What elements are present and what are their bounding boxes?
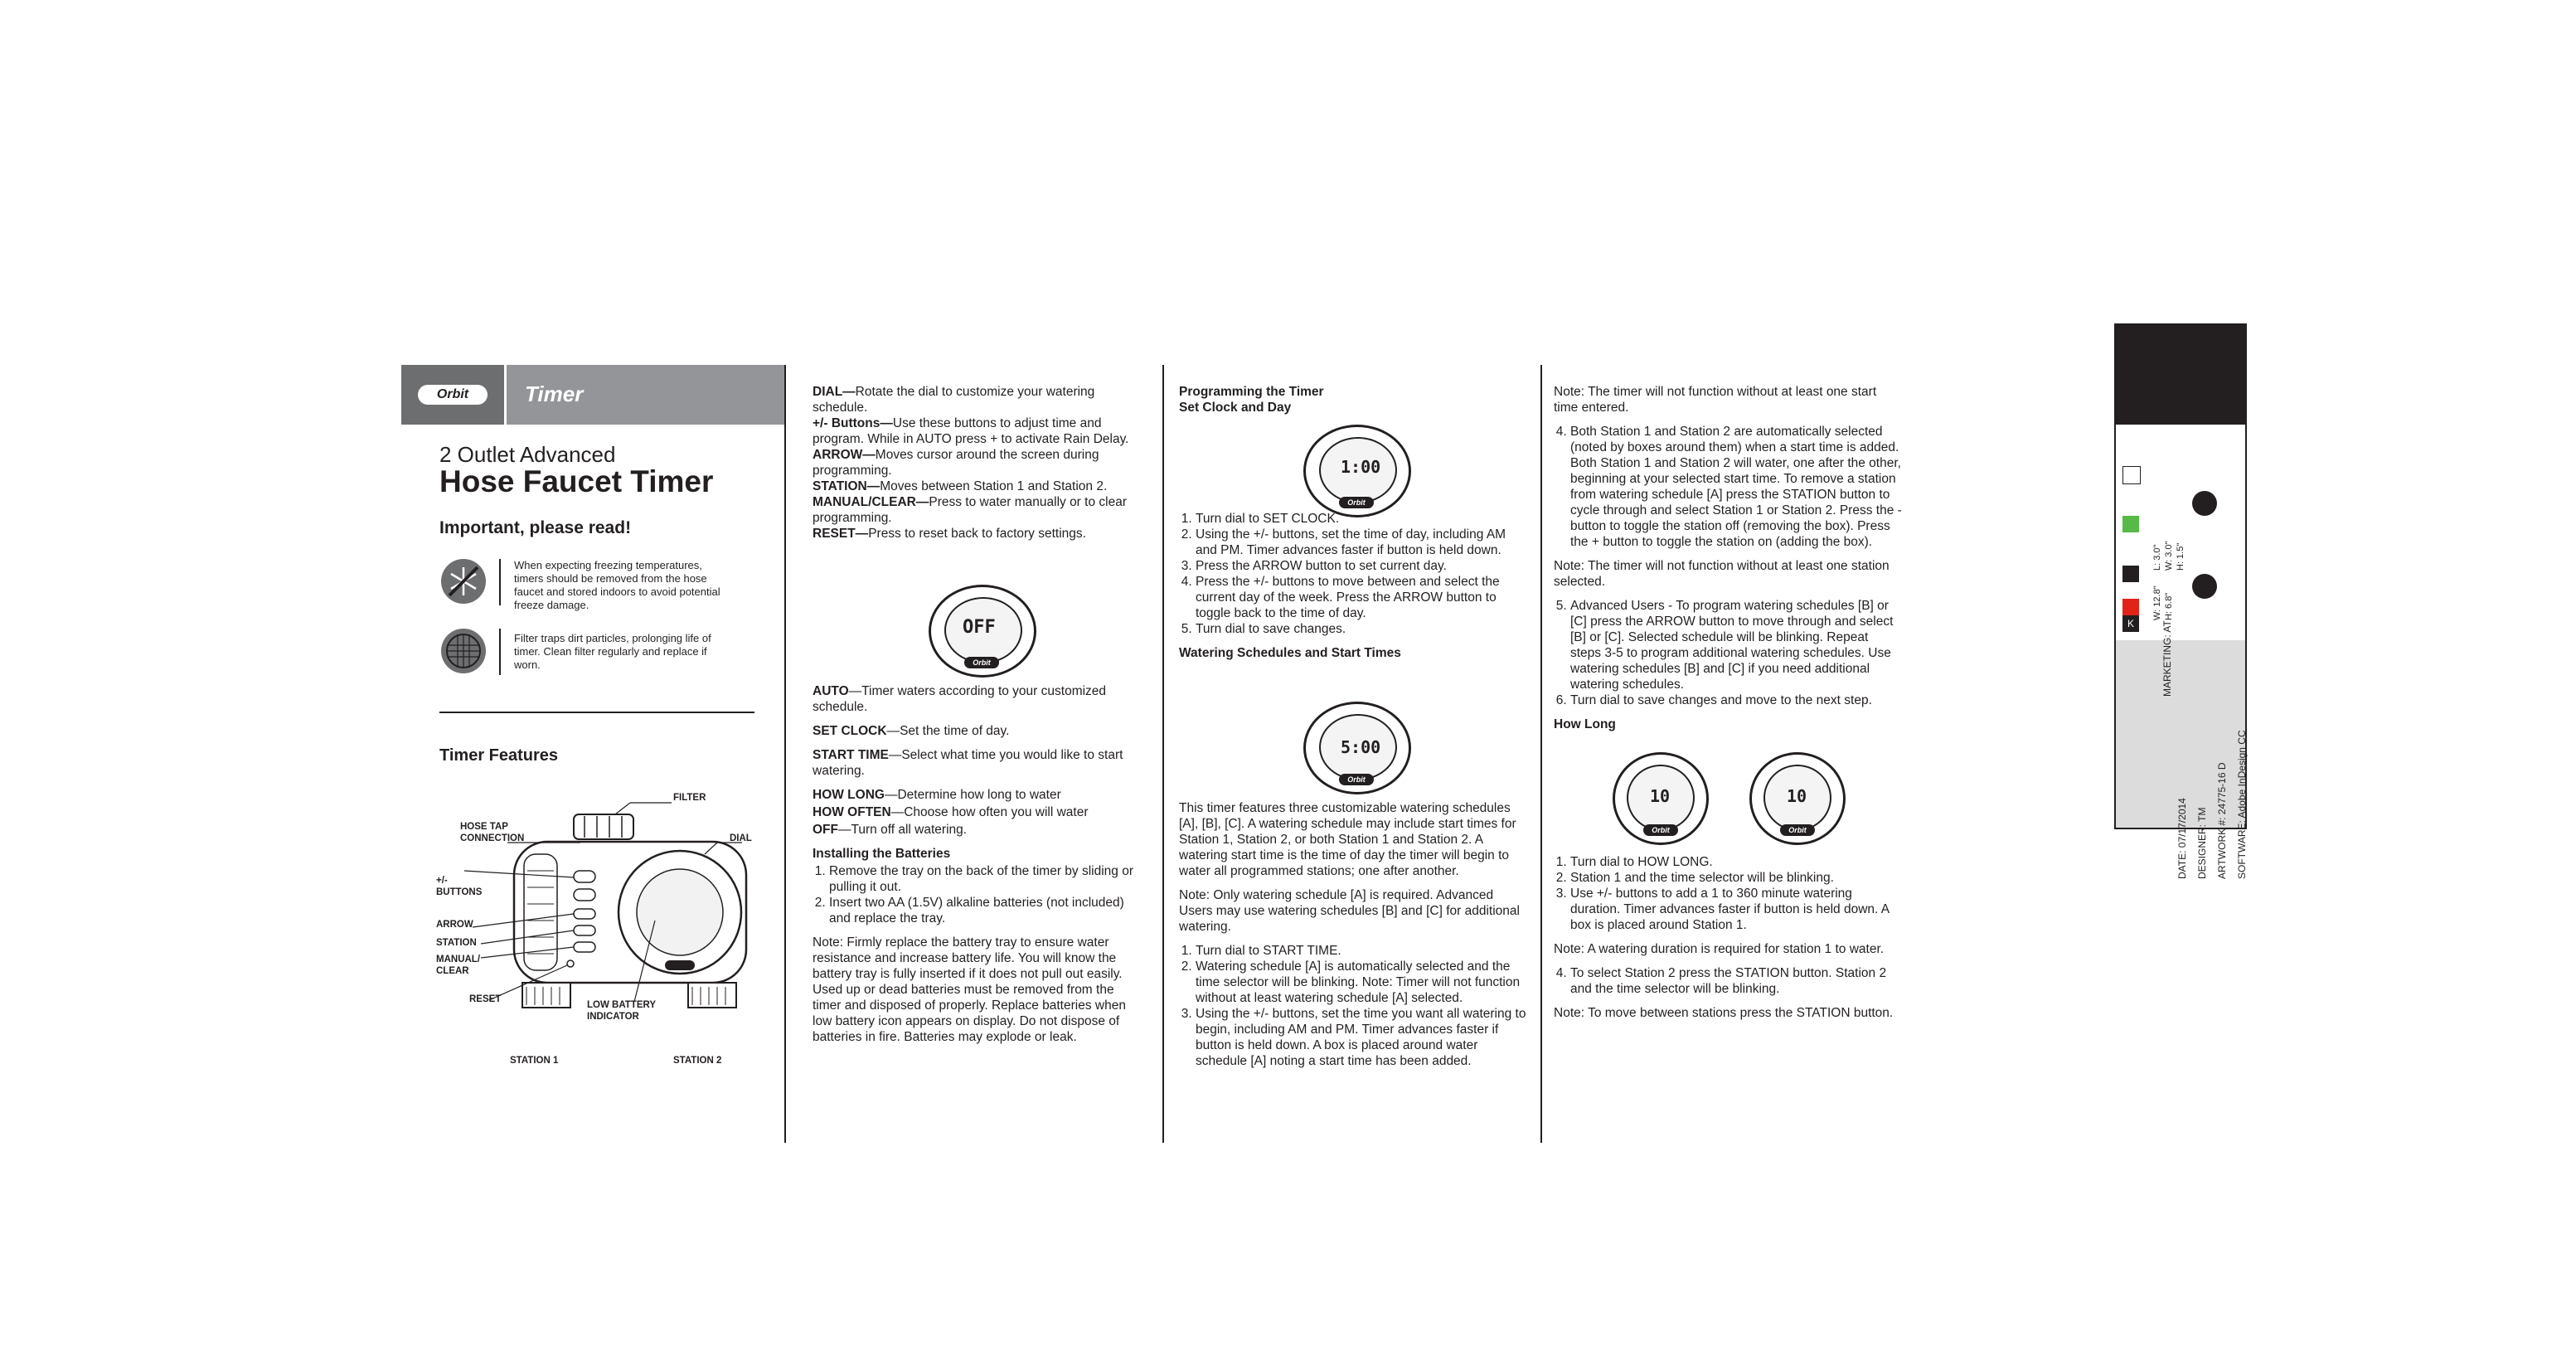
dial-off-illustration — [929, 585, 1036, 678]
schedules-heading: Watering Schedules and Start Times — [1179, 646, 1401, 660]
dial-screen — [1627, 765, 1695, 831]
dial-screen — [1319, 437, 1397, 503]
list-item: 2. Using the +/- buttons, set the time of day, including AM and PM. Timer advances faster if button is held down. — [1196, 527, 1527, 558]
term-auto: AUTO — [813, 684, 849, 698]
features-heading: Timer Features — [439, 746, 559, 765]
howlong-steps — [1554, 854, 1902, 933]
label-dial: DIAL — [730, 833, 752, 843]
tech-size-w: W: 12.8" — [2152, 585, 2162, 620]
list-item: 2. Watering schedule [A] is automatically selected and the time selector will be blinking. Note: Timer will not function without at least watering schedule [A] selected. — [1196, 959, 1527, 1006]
tech-size-w2: W: 3.0" — [2164, 541, 2174, 571]
start-steps — [1179, 943, 1527, 1069]
list-item: 1. Turn dial to HOW LONG. — [1570, 854, 1902, 870]
step-4b — [1554, 965, 1902, 997]
important-heading: Important, please read! — [439, 518, 632, 537]
list-item: 6. Turn dial to save changes and move to the next step. — [1570, 692, 1902, 708]
term-arrow: ARROW— — [813, 448, 876, 462]
list-item: 5. Advanced Users - To program watering schedules [B] or [C] press the ARROW button to move through and select [B] or [C]. Selected schedule will be blinking. Repeat steps 3-5 to program additional watering schedules. Use watering schedules [B] and [C] if you need additional watering schedules. — [1570, 598, 1902, 692]
term-how-often: HOW OFTEN — [813, 805, 891, 819]
tech-marketing: MARKETING: AT — [2161, 620, 2173, 697]
tech-panel-header — [2116, 325, 2245, 425]
notice-filter: Filter traps dirt particles, prolonging life of timer. Clean filter regularly and replace if worn. — [514, 632, 711, 671]
label-station: STATION — [436, 938, 477, 948]
dial-off-display: OFF — [963, 617, 996, 638]
def-reset: Press to reset back to factory settings. — [868, 527, 1086, 541]
def-dial: Rotate the dial to customize your watering schedule. — [813, 385, 1095, 415]
def-auto: —Timer waters according to your customized schedule. — [813, 684, 1107, 714]
tech-size-h: H: 6.8" — [2164, 592, 2174, 620]
batteries-heading: Installing the Batteries — [813, 847, 951, 861]
notice-freeze: When expecting freezing temperatures, timers should be removed from the hose faucet and stored indoors to avoid potential freeze damage. — [514, 559, 720, 611]
orbit-logo: Orbit — [418, 385, 488, 405]
clock-heading: Set Clock and Day — [1179, 401, 1292, 415]
swatch-black — [2122, 566, 2139, 582]
note-duration: Note: A watering duration is required for station 1 to water. — [1554, 942, 1885, 956]
column-4 — [1554, 384, 1902, 732]
column-4-lower — [1554, 854, 1902, 1029]
swatch-red — [2122, 599, 2139, 615]
column-2-lower — [813, 683, 1144, 1053]
dial-screen — [944, 597, 1022, 663]
dial-howlong-1 — [1613, 752, 1709, 845]
target-icon — [2192, 491, 2217, 516]
column-3-lower — [1179, 800, 1527, 1077]
section-title-box — [507, 365, 784, 425]
steps-5-6 — [1554, 598, 1902, 708]
column-divider — [1540, 365, 1542, 1143]
label-hose-tap: HOSE TAP CONNECTION — [460, 822, 525, 843]
dial-screen — [1319, 714, 1397, 780]
schedules-note: Note: Only watering schedule [A] is required. Advanced Users may use watering schedules [B] and [C] for additional watering. — [1179, 888, 1520, 934]
target-icon — [2192, 574, 2217, 599]
tech-artwork: ARTWORK #: 24775-16 D — [2216, 762, 2228, 879]
tech-size-h2: H: 1.5" — [2176, 542, 2185, 571]
def-off: —Turn off all watering. — [838, 823, 968, 837]
column-divider — [784, 365, 786, 1143]
note-start: Note: The timer will not function without at least one start time entered. — [1554, 385, 1877, 415]
term-off: OFF — [813, 823, 838, 837]
programming-heading: Programming the Timer — [1179, 385, 1324, 399]
term-start-time: START TIME — [813, 748, 889, 762]
term-buttons: +/- Buttons— — [813, 416, 893, 430]
tech-size-l2: L: 3.0" — [2152, 544, 2162, 571]
dial-schedule-illustration — [1303, 702, 1411, 794]
notice-divider — [499, 629, 501, 675]
term-reset: RESET— — [813, 527, 869, 541]
term-station: STATION— — [813, 479, 880, 493]
step-4 — [1554, 424, 1902, 550]
note-station: Note: The timer will not function without at least one station selected. — [1554, 559, 1890, 589]
list-item: 4. Press the +/- buttons to move between and select the current day of the week. Press the ARROW button to toggle back to the time of day. — [1196, 574, 1527, 621]
dial-orbit-logo: Orbit — [1339, 774, 1374, 785]
tech-date: DATE: 07/17/2014 — [2176, 798, 2188, 879]
dial-orbit-logo: Orbit — [1643, 824, 1678, 836]
howlong-heading: How Long — [1554, 717, 1616, 731]
def-how-often: —Choose how often you will water — [890, 805, 1089, 819]
label-arrow: ARROW — [436, 920, 473, 930]
def-how-long: —Determine how long to water — [884, 788, 1061, 802]
label-station-2: STATION 2 — [673, 1056, 722, 1066]
clock-steps — [1179, 511, 1527, 637]
notice-divider — [499, 559, 501, 605]
section-title: Timer — [525, 381, 584, 406]
list-item: 1. Remove the tray on the back of the timer by sliding or pulling it out. — [829, 863, 1144, 895]
snowflake-icon — [441, 559, 486, 604]
product-subtitle: 2 Outlet Advanced — [439, 442, 616, 467]
list-item: 4. Both Station 1 and Station 2 are automatically selected (noted by boxes around them) when a start time is added. Both Station 1 and Station 2 will water, one after the other, beginning at your selected start time. To remove a station from watering schedule [A] press the STATION button to cycle through and select Station 1 or Station 2. Press the - button to toggle the station off (removing the box). Press the + button to toggle the station on (adding the box). — [1570, 424, 1902, 550]
label-filter: FILTER — [673, 793, 706, 803]
def-station: Moves between Station 1 and Station 2. — [880, 479, 1108, 493]
dial-orbit-logo: Orbit — [964, 657, 999, 668]
def-buttons: Use these buttons to adjust time and program. While in AUTO press + to activate Rain Delay. — [813, 416, 1129, 446]
dial-schedule-display: 5:00 — [1341, 737, 1381, 757]
tech-software: SOFTWARE: Adobe InDesign CC — [2236, 730, 2248, 879]
column-2 — [813, 384, 1144, 550]
dial-howlong-2 — [1749, 752, 1846, 845]
battery-note: Note: Firmly replace the battery tray to ensure water resistance and increase battery life. You will know the battery tray is fully inserted if it does not pull out easily. Used up or dead batteries must be removed from the timer and disposed of properly. Replace batteries when low battery icon appears on display. Do not dispose of batteries in fire. Batteries may explode or leak. — [813, 935, 1126, 1044]
logo-box — [401, 365, 504, 425]
list-item: 2. Insert two AA (1.5V) alkaline batteries (not included) and replace the tray. — [829, 895, 1144, 926]
tech-designer: DESIGNER: TM — [2196, 807, 2208, 879]
list-item: 1. Turn dial to START TIME. — [1196, 943, 1527, 959]
def-manual: Press to water manually or to clear programming. — [813, 495, 1127, 525]
dial-orbit-logo: Orbit — [1780, 824, 1815, 836]
def-arrow: Moves cursor around the screen during programming. — [813, 448, 1099, 478]
list-item: 3. Press the ARROW button to set current day. — [1196, 558, 1527, 574]
dial-clock-display: 1:00 — [1341, 457, 1381, 477]
term-manual: MANUAL/CLEAR— — [813, 495, 929, 509]
term-how-long: HOW LONG — [813, 788, 885, 802]
dial-howlong-display-1: 10 — [1650, 786, 1671, 806]
list-item: 1. Turn dial to SET CLOCK. — [1196, 511, 1527, 527]
list-item: 3. Use +/- buttons to add a 1 to 360 minute watering duration. Timer advances faster if button is held down. A box is placed around Station 1. — [1570, 886, 1902, 933]
note-move: Note: To move between stations press the STATION button. — [1554, 1006, 1894, 1020]
product-title: Hose Faucet Timer — [439, 464, 714, 498]
dial-orbit-logo: Orbit — [1339, 497, 1374, 508]
label-manual-clear: MANUAL/ CLEAR — [436, 955, 481, 976]
dial-screen — [1763, 765, 1831, 831]
list-item: 3. Using the +/- buttons, set the time you want all watering to begin, including AM and PM. Timer advances faster if button is held down. A box is placed around water schedule [A] noting a start time has been added. — [1196, 1006, 1527, 1069]
column-3 — [1179, 384, 1527, 415]
column-3-steps — [1179, 511, 1527, 661]
list-item: 5. Turn dial to save changes. — [1196, 621, 1527, 637]
def-start-time: —Select what time you would like to start watering. — [813, 748, 1123, 778]
label-low-battery: LOW BATTERY INDICATOR — [587, 1000, 656, 1022]
tech-panel — [2114, 323, 2248, 879]
swatch-white — [2122, 466, 2141, 484]
term-dial: DIAL— — [813, 385, 856, 399]
swatch-green — [2122, 516, 2139, 532]
label-station-1: STATION 1 — [510, 1056, 559, 1066]
filter-icon — [441, 629, 486, 673]
dial-howlong-display-2: 10 — [1787, 786, 1807, 806]
schedules-text: This timer features three customizable watering schedules [A], [B], [C]. A watering schedule may include start times for Station 1, Station 2, or both Station 1 and Station 2. A watering start time is the time of day the timer will begin to water all programmed stations; one after another. — [1179, 801, 1516, 878]
k-swatch: K — [2122, 615, 2139, 632]
list-item: 2. Station 1 and the time selector will be blinking. — [1570, 870, 1902, 886]
label-reset: RESET — [469, 994, 502, 1004]
dial-clock-illustration — [1303, 425, 1411, 517]
column-divider — [1162, 365, 1164, 1143]
term-set-clock: SET CLOCK — [813, 724, 887, 738]
section-rule — [439, 712, 754, 713]
list-item: 4. To select Station 2 press the STATION button. Station 2 and the time selector will be blinking. — [1570, 965, 1902, 997]
def-set-clock: —Set the time of day. — [886, 724, 1010, 738]
label-plus-minus: +/- BUTTONS — [436, 876, 483, 897]
header-bar — [401, 365, 784, 425]
battery-steps — [813, 863, 1144, 926]
